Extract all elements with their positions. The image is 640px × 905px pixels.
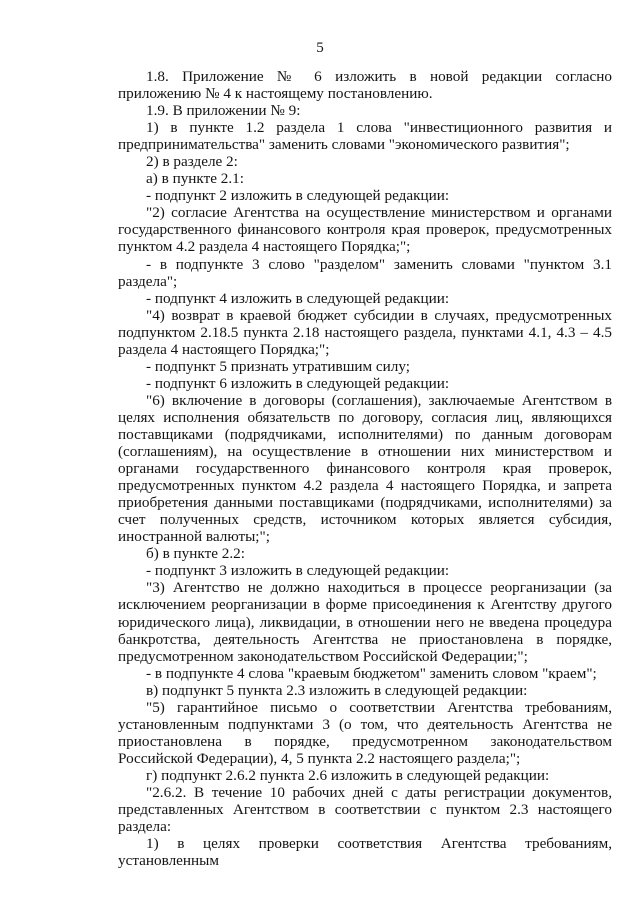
paragraph: "2) согласие Агентства на осуществление министерством и органами государственного финансового контроля края проверок, предусмотренных пунктом 4.2 раздела 4 настоящего Порядка;"; <box>118 204 612 256</box>
paragraph: 1.9. В приложении № 9: <box>146 102 301 120</box>
paragraph: 2) в разделе 2: <box>146 153 238 171</box>
paragraph: - подпункт 3 изложить в следующей редакции: <box>146 562 450 580</box>
paragraph: "6) включение в договоры (соглашения), заключаемые Агентством в целях исполнения обязательств по договору, согласия лиц, являющихся поставщиками (подрядчиками, исполнителями) по данным договорам (соглашениям), на осуществление в отношении них министерством и органами государственного финансового контроля края проверок, предусмотренных пунктом 4.2 раздела 4 настоящего Порядка, и запрета приобретения данными поставщиками (подрядчиками, исполнителями) за счет полученных средств, источником которых является субсидия, иностранной валюты;"; <box>118 391 612 546</box>
paragraph: - в подпункте 4 слова "краевым бюджетом" заменить словом "краем"; <box>146 664 597 682</box>
paragraph: "3) Агентство не должно находиться в процессе реорганизации (за исключением реорганизации в форме присоединения к Агентству другого юридического лица), ликвидации, в отношении него не введена процедура банкротства, деятельность Агентства не приостановлена в порядке, предусмотренном законодательством Российской Федерации;"; <box>118 579 612 665</box>
paragraph: 1) в пункте 1.2 раздела 1 слова "инвестиционного развития и предпринимательства" заменить словами "экономического развития"; <box>118 119 612 154</box>
paragraph: - подпункт 2 изложить в следующей редакции: <box>146 187 450 205</box>
paragraph: 1) в целях проверки соответствия Агентства требованиям, установленным <box>118 835 612 870</box>
paragraph: 1.8. Приложение № 6 изложить в новой редакции согласно приложению № 4 к настоящему постановлению. <box>118 68 612 103</box>
paragraph: б) в пункте 2.2: <box>146 545 245 563</box>
paragraph: "2.6.2. В течение 10 рабочих дней с даты регистрации документов, представленных Агентством в соответствии с пунктом 2.3 настоящего раздела: <box>118 783 612 836</box>
paragraph: - подпункт 6 изложить в следующей редакции: <box>146 374 450 392</box>
document-body <box>118 68 612 869</box>
paragraph: - подпункт 5 признать утратившим силу; <box>146 357 410 375</box>
paragraph: - в подпункте 3 слово "разделом" заменить словами "пунктом 3.1 раздела"; <box>118 255 612 290</box>
page-number: 5 <box>316 40 324 56</box>
paragraph: - подпункт 4 изложить в следующей редакции: <box>146 289 450 307</box>
paragraph: "4) возврат в краевой бюджет субсидии в случаях, предусмотренных подпунктом 2.18.5 пункта 2.18 настоящего раздела, пунктами 4.1, 4.3 – 4.5 раздела 4 настоящего Порядка;"; <box>118 306 612 358</box>
paragraph: в) подпункт 5 пункта 2.3 изложить в следующей редакции: <box>146 681 528 699</box>
paragraph: "5) гарантийное письмо о соответствии Агентства требованиям, установленным подпунктами 3 (о том, что деятельность Агентства не приостановлена в порядке, предусмотренном законодательством Российской Федерации), 4, 5 пункта 2.2 настоящего раздела;"; <box>118 698 612 767</box>
paragraph: г) подпункт 2.6.2 пункта 2.6 изложить в следующей редакции: <box>146 766 550 784</box>
paragraph: а) в пункте 2.1: <box>146 170 244 188</box>
